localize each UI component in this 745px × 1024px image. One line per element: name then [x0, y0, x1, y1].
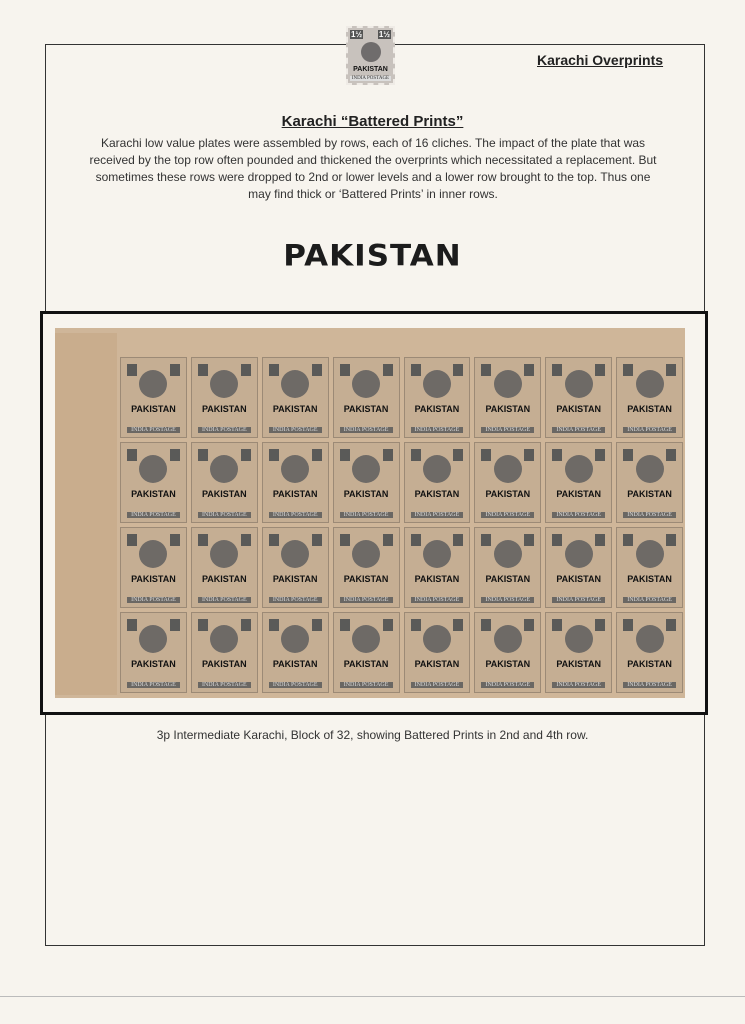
section-title: Karachi Overprints: [537, 52, 664, 68]
stamp: [474, 442, 541, 523]
stamp: [616, 357, 683, 438]
king-portrait-icon: [636, 455, 664, 483]
stamp: [616, 527, 683, 608]
stamp-footer: INDIA POSTAGE: [340, 512, 393, 518]
value-tablet-icon: [453, 449, 463, 461]
value-tablet-icon: [453, 619, 463, 631]
value-tablet-icon: [269, 364, 279, 376]
stamp: [333, 357, 400, 438]
stamp-footer: INDIA POSTAGE: [481, 512, 534, 518]
stamp-overprint: PAKISTAN: [556, 489, 602, 499]
stamp-footer: INDIA POSTAGE: [198, 512, 251, 518]
stamp-footer: INDIA POSTAGE: [127, 682, 180, 688]
stamp-overprint: PAKISTAN: [343, 659, 389, 669]
value-tablet-icon: [170, 364, 180, 376]
value-tablet-icon: [623, 449, 633, 461]
king-portrait-icon: [636, 370, 664, 398]
value-tablet-icon: [481, 619, 491, 631]
value-tablet-icon: [595, 534, 605, 546]
value-tablet-icon: [269, 619, 279, 631]
stamp-footer: INDIA POSTAGE: [198, 427, 251, 433]
stamp-footer: INDIA POSTAGE: [552, 682, 605, 688]
value-tablet-icon: [524, 449, 534, 461]
king-portrait-icon: [139, 540, 167, 568]
stamp-overprint: PAKISTAN: [627, 489, 672, 499]
stamp-footer: INDIA POSTAGE: [623, 427, 676, 433]
value-tablet-icon: [411, 449, 421, 461]
stamp-footer: INDIA POSTAGE: [623, 512, 676, 518]
value-tablet-icon: [552, 534, 562, 546]
king-portrait-icon: [423, 625, 451, 653]
stamp-footer: INDIA POSTAGE: [552, 512, 605, 518]
header-stamp-image: 1½ 1½ PAKISTAN INDIA POSTAGE: [346, 26, 395, 85]
stamp: [545, 357, 612, 438]
stamp-footer: INDIA POSTAGE: [269, 512, 322, 518]
value-tablet-icon: [666, 619, 676, 631]
value-tablet-icon: [312, 364, 322, 376]
king-portrait-icon: [565, 625, 593, 653]
stamp-overprint: PAKISTAN: [272, 489, 318, 499]
value-tablet-icon: [524, 619, 534, 631]
king-portrait-icon: [494, 455, 522, 483]
stamp: [120, 527, 187, 608]
value-tablet-icon: [666, 534, 676, 546]
stamp-footer: INDIA POSTAGE: [269, 682, 322, 688]
stamp-footer: INDIA POSTAGE: [411, 682, 464, 688]
value-tablet-icon: [241, 534, 251, 546]
stamp: [120, 357, 187, 438]
stamp-footer: INDIA POSTAGE: [552, 597, 605, 603]
value-tablet-icon: [524, 534, 534, 546]
stamp: [616, 442, 683, 523]
stamp-overprint: PAKISTAN: [201, 574, 247, 584]
king-portrait-icon: [281, 540, 309, 568]
stamp-footer: INDIA POSTAGE: [198, 597, 251, 603]
value-tablet-icon: [170, 619, 180, 631]
stamp: [262, 357, 329, 438]
stamp: [191, 357, 258, 438]
value-tablet-icon: [340, 449, 350, 461]
value-tablet-icon: [481, 534, 491, 546]
overprint-display-word: PAKISTAN: [283, 238, 462, 274]
value-tablet-icon: [481, 364, 491, 376]
king-portrait-icon: [494, 625, 522, 653]
value-tablet-icon: [383, 534, 393, 546]
stamp-overprint: PAKISTAN: [201, 659, 247, 669]
value-tablet-icon: [340, 534, 350, 546]
value-tablet-icon: [127, 534, 137, 546]
stamp-overprint: PAKISTAN: [131, 404, 176, 414]
stamp: [545, 442, 612, 523]
stamp-overprint: PAKISTAN: [627, 659, 672, 669]
stamp: [404, 357, 471, 438]
stamp-footer: INDIA POSTAGE: [340, 597, 393, 603]
stamp-overprint: PAKISTAN: [485, 404, 531, 414]
value-tablet-icon: [340, 364, 350, 376]
stamp-overprint: PAKISTAN: [414, 574, 460, 584]
stamp-footer: INDIA POSTAGE: [269, 597, 322, 603]
king-portrait-icon: [565, 455, 593, 483]
value-tablet-icon: [198, 534, 208, 546]
stamp-footer: INDIA POSTAGE: [127, 427, 180, 433]
stamp-overprint: PAKISTAN: [343, 574, 389, 584]
stamp: [616, 612, 683, 693]
stamp: [120, 612, 187, 693]
value-tablet-icon: [666, 449, 676, 461]
stamp-overprint: PAKISTAN: [485, 574, 531, 584]
stamp-overprint: PAKISTAN: [627, 404, 672, 414]
value-tablet-icon: [269, 449, 279, 461]
value-tablet-icon: [312, 449, 322, 461]
stamp: [404, 612, 471, 693]
king-portrait-icon: [352, 370, 380, 398]
stamp-overprint: PAKISTAN: [272, 659, 318, 669]
value-tablet-icon: [340, 619, 350, 631]
value-tablet-icon: [411, 364, 421, 376]
stamp-overprint: PAKISTAN: [201, 404, 247, 414]
king-portrait-icon: [352, 455, 380, 483]
value-tablet-icon: [383, 619, 393, 631]
page-edge: [0, 996, 745, 997]
king-portrait-icon: [494, 370, 522, 398]
value-tablet-icon: [411, 534, 421, 546]
value-tablet-icon: [524, 364, 534, 376]
value-tablet-icon: [453, 364, 463, 376]
stamp-footer: INDIA POSTAGE: [127, 597, 180, 603]
value-tablet-icon: [595, 619, 605, 631]
king-portrait-icon: [281, 625, 309, 653]
value-tablet-icon: [552, 364, 562, 376]
stamp-overprint: PAKISTAN: [556, 659, 602, 669]
stamp-footer: INDIA POSTAGE: [481, 427, 534, 433]
king-portrait-icon: [361, 42, 381, 62]
king-portrait-icon: [210, 540, 238, 568]
king-portrait-icon: [352, 540, 380, 568]
king-portrait-icon: [565, 370, 593, 398]
stamp: [333, 527, 400, 608]
value-tablet-icon: [241, 449, 251, 461]
value-tablet-icon: [241, 619, 251, 631]
stamp: [404, 527, 471, 608]
stamp-overprint: PAKISTAN: [414, 659, 460, 669]
page-title: Karachi “Battered Prints”: [281, 113, 464, 130]
value-tablet-icon: [623, 619, 633, 631]
value-tablet-icon: [127, 449, 137, 461]
value-tablet-icon: [453, 534, 463, 546]
king-portrait-icon: [636, 540, 664, 568]
stamp-footer: INDIA POSTAGE: [411, 597, 464, 603]
value-tablet-icon: [552, 619, 562, 631]
stamp-footer: INDIA POSTAGE: [411, 427, 464, 433]
stamp-overprint: PAKISTAN: [343, 489, 389, 499]
value-tablet-icon: [623, 364, 633, 376]
king-portrait-icon: [281, 455, 309, 483]
stamp-footer: INDIA POSTAGE: [127, 512, 180, 518]
value-tablet-icon: [595, 364, 605, 376]
value-tablet-icon: [383, 449, 393, 461]
value-tablet-icon: [241, 364, 251, 376]
value-tablet-icon: [198, 619, 208, 631]
stamp: [404, 442, 471, 523]
stamp: [333, 612, 400, 693]
king-portrait-icon: [352, 625, 380, 653]
king-portrait-icon: [139, 625, 167, 653]
sheet-margin: [55, 333, 117, 695]
stamp-overprint: PAKISTAN: [414, 404, 460, 414]
stamp: [474, 527, 541, 608]
stamp: [474, 612, 541, 693]
value-tablet-icon: [269, 534, 279, 546]
stamp: [120, 442, 187, 523]
stamp-footer: INDIA POSTAGE: [340, 427, 393, 433]
stamp: [262, 442, 329, 523]
king-portrait-icon: [139, 370, 167, 398]
stamp-overprint: PAKISTAN: [485, 489, 531, 499]
stamp-overprint: PAKISTAN: [556, 404, 602, 414]
block-caption: 3p Intermediate Karachi, Block of 32, showing Battered Prints in 2nd and 4th row.: [156, 728, 589, 742]
value-tablet-icon: [170, 534, 180, 546]
value-tablet-icon: [411, 619, 421, 631]
king-portrait-icon: [423, 455, 451, 483]
stamp-overprint: PAKISTAN: [131, 659, 176, 669]
value-tablet-icon: [595, 449, 605, 461]
king-portrait-icon: [139, 455, 167, 483]
stamp-overprint: PAKISTAN: [343, 404, 389, 414]
king-portrait-icon: [281, 370, 309, 398]
stamp-overprint: PAKISTAN: [627, 574, 672, 584]
stamp: [191, 527, 258, 608]
value-tablet-icon: [552, 449, 562, 461]
stamp-overprint: PAKISTAN: [131, 574, 176, 584]
value-tablet-icon: [623, 534, 633, 546]
stamp-overprint: PAKISTAN: [131, 489, 176, 499]
king-portrait-icon: [494, 540, 522, 568]
value-tablet-icon: [127, 364, 137, 376]
stamp-footer: INDIA POSTAGE: [481, 682, 534, 688]
header-stamp-overprint: PAKISTAN: [353, 65, 388, 73]
value-tablet-icon: [198, 449, 208, 461]
value-tablet-icon: [383, 364, 393, 376]
stamp-footer: INDIA POSTAGE: [340, 682, 393, 688]
king-portrait-icon: [210, 455, 238, 483]
king-portrait-icon: [423, 370, 451, 398]
stamp-grid: [120, 357, 683, 693]
stamp: [262, 612, 329, 693]
stamp-overprint: PAKISTAN: [485, 659, 531, 669]
stamp: [191, 612, 258, 693]
king-portrait-icon: [210, 370, 238, 398]
value-tablet-icon: [198, 364, 208, 376]
stamp-overprint: PAKISTAN: [272, 574, 318, 584]
stamp: [333, 442, 400, 523]
value-tablet-icon: [312, 619, 322, 631]
stamp-footer: INDIA POSTAGE: [552, 427, 605, 433]
stamp-footer: INDIA POSTAGE: [198, 682, 251, 688]
stamp-footer: INDIA POSTAGE: [623, 682, 676, 688]
stamp-footer: INDIA POSTAGE: [481, 597, 534, 603]
stamp-footer: INDIA POSTAGE: [411, 512, 464, 518]
stamp-overprint: PAKISTAN: [414, 489, 460, 499]
stamp-overprint: PAKISTAN: [201, 489, 247, 499]
value-tablet-icon: [127, 619, 137, 631]
king-portrait-icon: [210, 625, 238, 653]
king-portrait-icon: [423, 540, 451, 568]
value-tablet-icon: [666, 364, 676, 376]
stamp-overprint: PAKISTAN: [272, 404, 318, 414]
stamp-footer: INDIA POSTAGE: [623, 597, 676, 603]
stamp-footer: INDIA POSTAGE: [269, 427, 322, 433]
king-portrait-icon: [565, 540, 593, 568]
value-tablet-icon: [312, 534, 322, 546]
stamp: [545, 612, 612, 693]
king-portrait-icon: [636, 625, 664, 653]
stamp: [191, 442, 258, 523]
value-tablet-icon: [170, 449, 180, 461]
intro-paragraph: Karachi low value plates were assembled by rows, each of 16 cliches. The impact of the plate that was received by the top row often pounded and thickened the overprints which necessitated a replacement. But sometimes these rows were dropped to 2nd or lower levels and a lower row brought to the top. Thus one may find thick or ‘Battered Prints’ in inner rows.: [89, 136, 657, 201]
stamp: [545, 527, 612, 608]
value-tablet-icon: [481, 449, 491, 461]
stamp-overprint: PAKISTAN: [556, 574, 602, 584]
stamp: [262, 527, 329, 608]
header-stamp-footer: INDIA POSTAGE: [351, 75, 390, 81]
stamp: [474, 357, 541, 438]
